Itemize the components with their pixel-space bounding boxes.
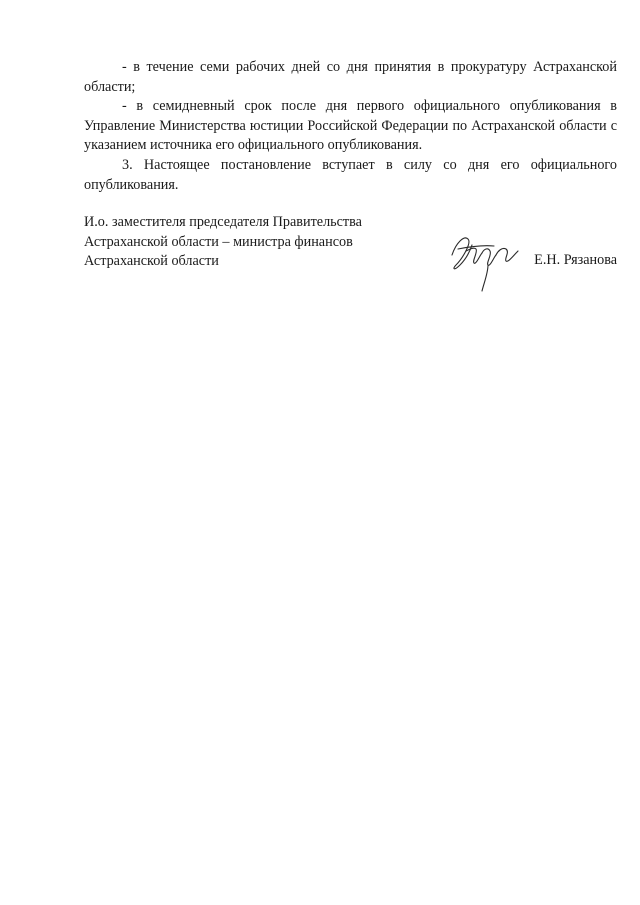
signatory-name: Е.Н. Рязанова — [534, 252, 617, 268]
signature-block — [84, 213, 617, 293]
document-body — [84, 58, 617, 195]
signatory-position — [84, 213, 404, 272]
paragraph-justice-ministry-deadline: - в семидневный срок после дня первого официального опубликования в Управление Министерства юстиции Российской Федерации по Астраханской области с указанием источника его официального опубликования. — [84, 98, 617, 154]
signatory-position-line: И.о. заместителя председателя Правительства — [84, 214, 362, 230]
paragraph-entry-into-force: 3. Настоящее постановление вступает в силу со дня его официального опубликования. — [84, 156, 617, 193]
signatory-position-line: Астраханской области – министра финансов — [84, 233, 353, 250]
signatory-position-line: Астраханской области — [84, 253, 219, 270]
handwritten-signature-icon — [448, 225, 522, 295]
paragraph-prosecutor-deadline: - в течение семи рабочих дней со дня принятия в прокуратуру Астраханской области; — [84, 59, 617, 95]
